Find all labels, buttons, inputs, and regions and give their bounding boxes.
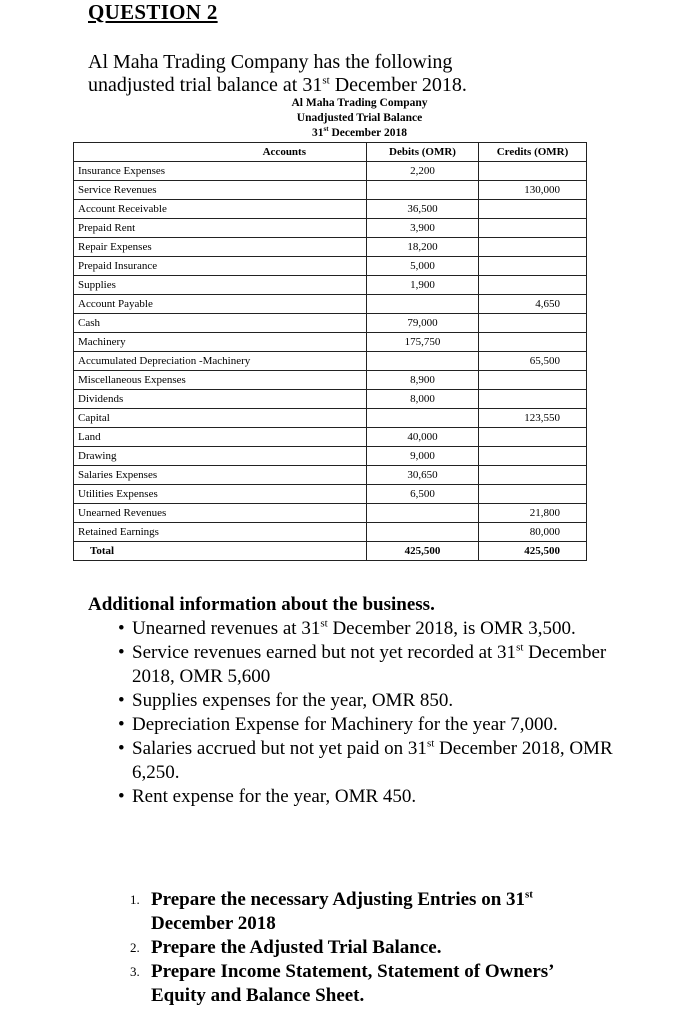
info-item [88, 785, 628, 809]
trial-balance-body [74, 162, 587, 542]
table-row [74, 352, 587, 371]
info-superscript: st [516, 641, 524, 654]
table-row [74, 295, 587, 314]
account-cell: Miscellaneous Expenses [74, 371, 367, 390]
credit-cell: 21,800 [479, 504, 587, 523]
credit-cell [479, 390, 587, 409]
task-text: Prepare the Adjusted Trial Balance. [151, 937, 442, 958]
table-row [74, 409, 587, 428]
bullet-icon: • [118, 738, 125, 759]
credit-cell [479, 314, 587, 333]
credit-cell [479, 200, 587, 219]
credit-cell [479, 485, 587, 504]
credit-cell: 80,000 [479, 523, 587, 542]
info-text-cont: December 2018, OMR 6,250. [132, 738, 613, 783]
credit-cell: 4,650 [479, 295, 587, 314]
account-cell: Capital [74, 409, 367, 428]
table-row [74, 466, 587, 485]
account-cell: Cash [74, 314, 367, 333]
task-item [130, 888, 610, 936]
debit-cell: 40,000 [367, 428, 479, 447]
additional-information [88, 593, 628, 809]
debit-cell: 3,900 [367, 219, 479, 238]
table-header-row [74, 143, 587, 162]
credit-cell [479, 428, 587, 447]
account-cell: Salaries Expenses [74, 466, 367, 485]
task-text: Prepare Income Statement, Statement of Owners’ Equity and Balance Sheet. [151, 961, 554, 1006]
credit-cell [479, 257, 587, 276]
account-cell: Drawing [74, 447, 367, 466]
table-row [74, 447, 587, 466]
total-debit: 425,500 [367, 542, 479, 561]
header-credits: Credits (OMR) [479, 143, 587, 162]
bullet-icon: • [118, 786, 125, 807]
table-row [74, 162, 587, 181]
table-row [74, 181, 587, 200]
info-item [88, 641, 628, 689]
additional-info-title: Additional information about the business. [88, 594, 435, 615]
bullet-icon: • [118, 642, 125, 663]
debit-cell: 5,000 [367, 257, 479, 276]
bullet-icon: • [118, 714, 125, 735]
credit-cell [479, 371, 587, 390]
account-cell: Supplies [74, 276, 367, 295]
debit-cell: 36,500 [367, 200, 479, 219]
table-row [74, 314, 587, 333]
info-text: Depreciation Expense for Machinery for the year 7,000. [132, 714, 558, 735]
table-row [74, 238, 587, 257]
trial-balance-date-pre: 31 [312, 127, 324, 139]
debit-cell [367, 409, 479, 428]
credit-cell: 65,500 [479, 352, 587, 371]
task-text-cont: December 2018 [151, 913, 276, 934]
debit-cell [367, 504, 479, 523]
table-row [74, 390, 587, 409]
account-cell: Service Revenues [74, 181, 367, 200]
info-text: Rent expense for the year, OMR 450. [132, 786, 417, 807]
debit-cell: 9,000 [367, 447, 479, 466]
debit-cell: 1,900 [367, 276, 479, 295]
info-superscript: st [426, 737, 435, 750]
bullet-icon: • [118, 690, 125, 711]
debit-cell [367, 295, 479, 314]
account-cell: Prepaid Rent [74, 219, 367, 238]
account-cell: Repair Expenses [74, 238, 367, 257]
credit-cell [479, 333, 587, 352]
info-text: Salaries accrued but not yet paid on 31 [132, 738, 427, 759]
trial-balance-company: Al Maha Trading Company [291, 97, 428, 109]
header-accounts: Accounts [74, 143, 367, 162]
task-number: 2. [130, 940, 140, 955]
account-cell: Land [74, 428, 367, 447]
table-row [74, 219, 587, 238]
credit-cell [479, 447, 587, 466]
info-text: Service revenues earned but not yet recorded at 31 [132, 642, 517, 663]
credit-cell [479, 238, 587, 257]
total-credit: 425,500 [479, 542, 587, 561]
credit-cell [479, 466, 587, 485]
info-item [88, 737, 628, 785]
account-cell: Prepaid Insurance [74, 257, 367, 276]
credit-cell [479, 276, 587, 295]
info-item [88, 617, 628, 641]
account-cell: Utilities Expenses [74, 485, 367, 504]
total-label: Total [74, 542, 367, 561]
debit-cell [367, 181, 479, 200]
debit-cell: 175,750 [367, 333, 479, 352]
task-text: Prepare the necessary Adjusting Entries on 31 [151, 889, 526, 910]
bullet-icon: • [118, 618, 125, 639]
task-list [130, 888, 610, 1008]
info-item [88, 713, 628, 737]
intro-line-2-sup: st [322, 74, 330, 87]
account-cell: Insurance Expenses [74, 162, 367, 181]
intro-line-2-post: December 2018. [329, 74, 467, 96]
trial-balance-table [73, 142, 587, 561]
table-row [74, 200, 587, 219]
info-item [88, 689, 628, 713]
task-superscript: st [525, 888, 533, 901]
credit-cell [479, 219, 587, 238]
trial-balance-title: Unadjusted Trial Balance [296, 112, 423, 124]
table-row [74, 371, 587, 390]
info-superscript: st [320, 617, 328, 630]
debit-cell: 18,200 [367, 238, 479, 257]
account-cell: Unearned Revenues [74, 504, 367, 523]
debit-cell: 2,200 [367, 162, 479, 181]
task-item [130, 936, 610, 960]
header-debits: Debits (OMR) [367, 143, 479, 162]
account-cell: Machinery [74, 333, 367, 352]
intro-line-2-pre: unadjusted trial balance at 31 [88, 74, 323, 96]
table-row [74, 523, 587, 542]
account-cell: Retained Earnings [74, 523, 367, 542]
table-row [74, 276, 587, 295]
account-cell: Dividends [74, 390, 367, 409]
info-text: Unearned revenues at 31 [132, 618, 321, 639]
table-row [74, 485, 587, 504]
credit-cell [479, 162, 587, 181]
question-heading: QUESTION 2 [88, 0, 218, 24]
trial-balance-date-sup: st [323, 125, 329, 134]
trial-balance-date-post: December 2018 [328, 127, 407, 139]
task-item [130, 960, 610, 1008]
info-text-cont: December 2018, is OMR 3,500. [327, 618, 576, 639]
debit-cell: 79,000 [367, 314, 479, 333]
total-row [74, 542, 587, 561]
task-items [130, 888, 610, 1008]
task-number: 1. [130, 892, 140, 907]
table-row [74, 504, 587, 523]
question-intro [88, 51, 548, 97]
trial-balance-date [73, 126, 586, 141]
debit-cell [367, 352, 479, 371]
table-row [74, 333, 587, 352]
credit-cell: 130,000 [479, 181, 587, 200]
table-row [74, 428, 587, 447]
account-cell: Account Receivable [74, 200, 367, 219]
debit-cell [367, 523, 479, 542]
additional-info-list [88, 617, 628, 809]
info-text-cont: December 2018, OMR 5,600 [132, 642, 607, 687]
trial-balance [73, 96, 586, 561]
intro-line-1: Al Maha Trading Company has the following [88, 51, 453, 73]
task-number: 3. [130, 964, 140, 979]
debit-cell: 6,500 [367, 485, 479, 504]
debit-cell: 8,000 [367, 390, 479, 409]
debit-cell: 30,650 [367, 466, 479, 485]
credit-cell: 123,550 [479, 409, 587, 428]
debit-cell: 8,900 [367, 371, 479, 390]
table-row [74, 257, 587, 276]
account-cell: Account Payable [74, 295, 367, 314]
account-cell: Accumulated Depreciation -Machinery [74, 352, 367, 371]
info-text: Supplies expenses for the year, OMR 850. [132, 690, 454, 711]
